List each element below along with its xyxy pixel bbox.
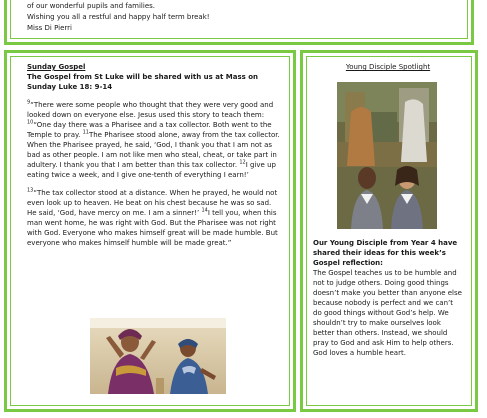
gospel-text: The Pharisee stood alone, away from the tax collector. When the Pharisee prayed, he said, ‘God, I thank you that I am not as bad as other people. I am not like men who steal, cheat, or take part in adultery. I thank you that I am better than this tax collector. [27, 131, 280, 169]
pharisee-tax-collector-illustration [90, 318, 226, 394]
gospel-text: I tell you, when this man went home, he was right with God. But the Pharisee was not right with God. Everyone who makes himself great will be made humble. But everyone who makes himself humble will be made great.” [27, 209, 278, 247]
spotlight-content [313, 62, 463, 358]
sunday-gospel-panel [4, 50, 296, 412]
verse-number: 11 [82, 129, 89, 136]
gospel-text: “The tax collector stood at a distance. When he prayed, he would not even look up to heaven. He beat on his chest because he was so sad. He said, ‘God, have mercy on me. I am a sinner!’ [27, 189, 278, 217]
spotlight-title: Young Disciple Spotlight [345, 63, 431, 71]
gospel-text: I give up eating twice a week, and I give one-tenth of everything I earn!’ [27, 161, 276, 179]
letter-closing [27, 1, 210, 34]
young-disciples-photo [337, 82, 437, 229]
letter-line-1: of our wonderful pupils and families. [27, 2, 156, 10]
gospel-intro: The Gospel from St Luke will be shared with us at Mass on Sunday Luke 18: 9-14 [27, 73, 259, 91]
young-disciple-panel [300, 50, 478, 412]
gospel-paragraph-1 [27, 100, 282, 180]
top-letter-panel [4, 0, 474, 45]
verse-number: 12 [239, 159, 246, 166]
photo-svg [337, 82, 437, 229]
gospel-text: “One day there was a Pharisee and a tax collector. Both went to the Temple to pray. [27, 121, 272, 139]
reflection-body: The Gospel teaches us to be humble and not to judge others. Doing good things doesn’t make you better than anyone else because nobody is perfect and we can’t do good things without God’s help. We shouldn’t try to make ourselves look better than others. Instead, we should pray to God and ask Him to help others. God loves a humble heart. [313, 269, 462, 357]
verse-number: 14 [201, 207, 208, 214]
reflection-heading: Our Young Disciple from Year 4 have shared their ideas for this week’s Gospel reflection: [313, 239, 458, 267]
illustration-svg [90, 318, 226, 394]
gospel-paragraph-2 [27, 188, 282, 248]
gospel-text: “There were some people who thought that they were very good and looked down on everyone else. Jesus used this story to teach them: [27, 101, 274, 119]
gospel-content [27, 62, 282, 248]
letter-line-2: Wishing you all a restful and happy half term break! [27, 13, 210, 21]
verse-number: 10 [27, 119, 34, 126]
letter-signature: Miss Di Pierri [27, 24, 72, 32]
gospel-heading: Sunday Gospel [27, 63, 86, 71]
verse-number: 9 [27, 99, 31, 106]
verse-number: 13 [27, 187, 34, 194]
